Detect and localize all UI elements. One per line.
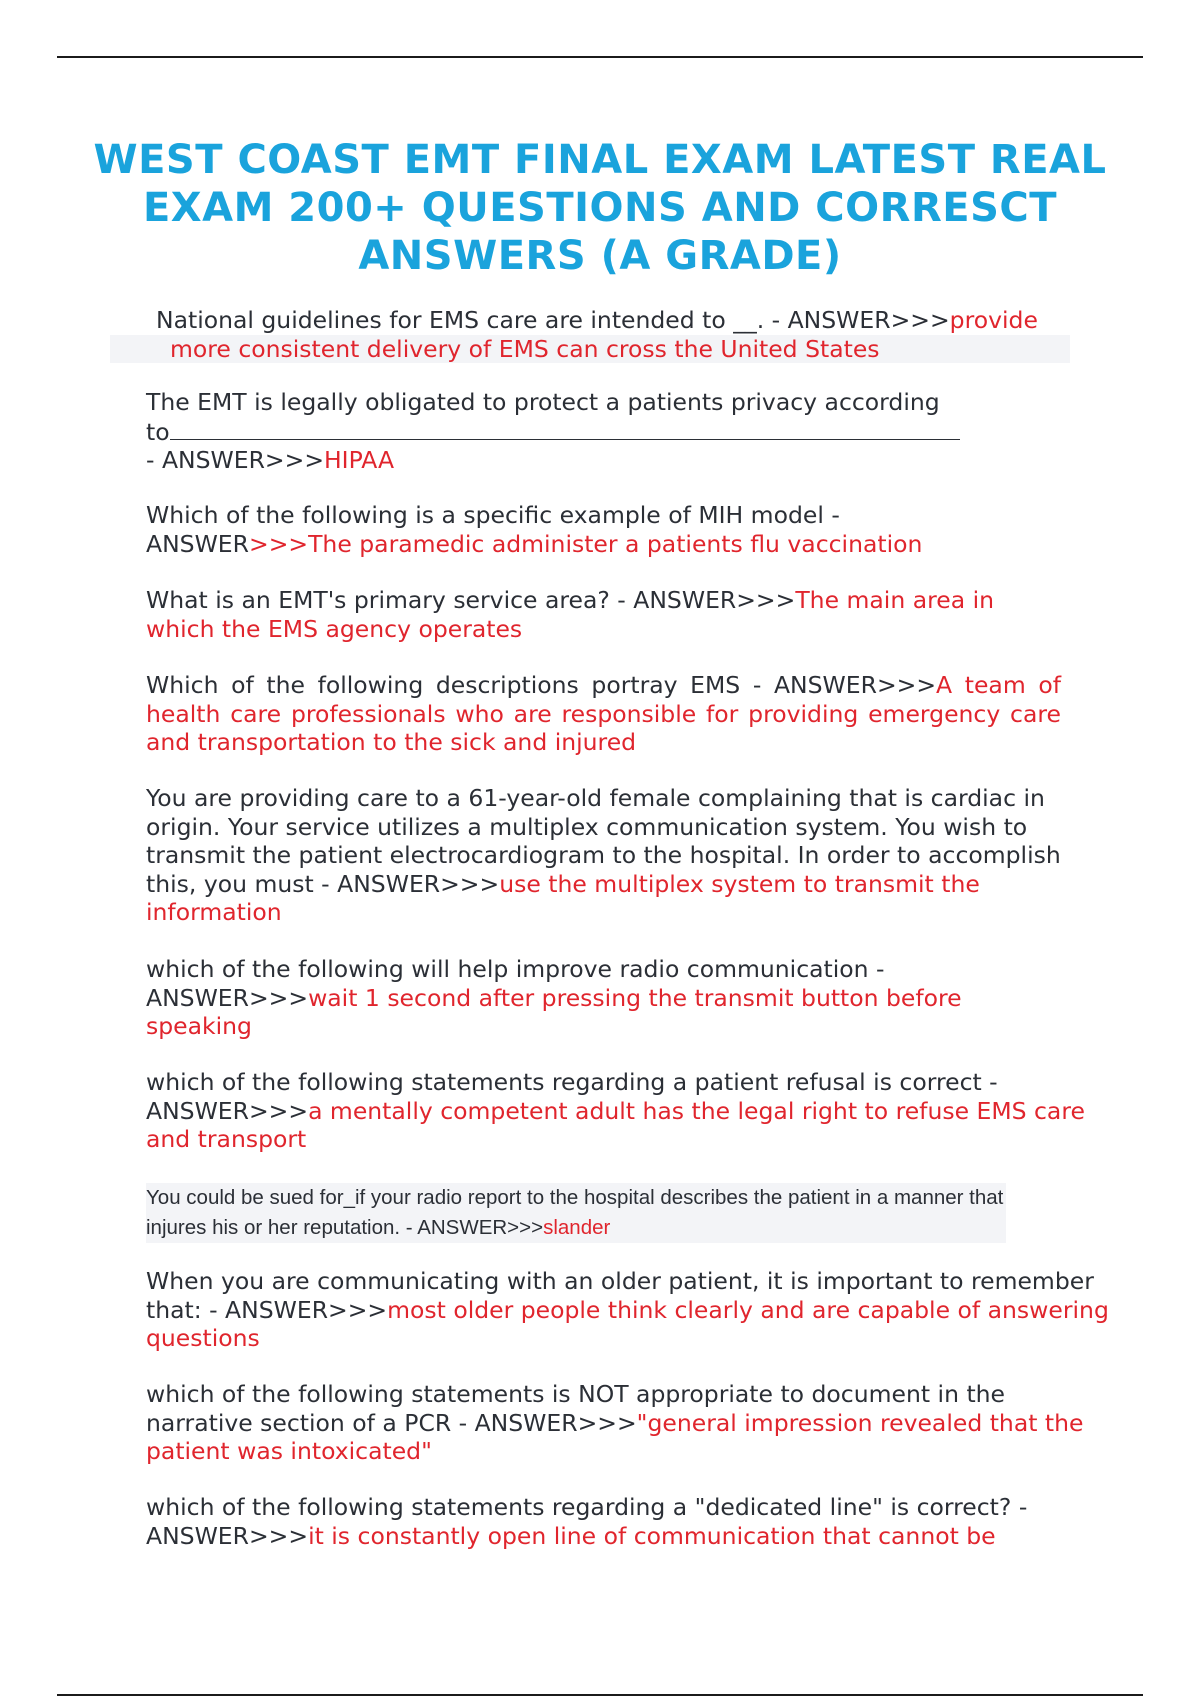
question-text: which of the following statements is NOT appropriate to document in the narrative section of a PCR - ANSWER>>> (146, 1380, 1006, 1437)
qa-item-10 (146, 1267, 1126, 1353)
question-text: National guidelines for EMS care are intended to __. - ANSWER>>> (156, 306, 950, 334)
qa-item-2 (146, 388, 966, 475)
question-text: The EMT is legally obligated to protect a patients privacy according to (146, 388, 940, 446)
answer-text: most older people think clearly and are capable of answering questions (146, 1295, 1109, 1352)
qa-item-3 (146, 501, 1046, 558)
answer-text: slander (543, 1216, 611, 1239)
answer-text: A team of health care professionals who are responsible for providing emergency care and transportation to the sick and injured (146, 671, 1061, 756)
answer-text-continued: more consistent delivery of EMS can cross the United States (170, 334, 880, 363)
qa-item-7 (146, 955, 1046, 1041)
question-text: which of the following statements regarding a "dedicated line" is correct? - ANSWER>>> (146, 1493, 1028, 1550)
answer-prefix: - ANSWER>>> (146, 446, 325, 474)
answer-text: HIPAA (324, 446, 395, 474)
qa-item-11 (146, 1380, 1106, 1466)
answer-text: "general impression revealed that the patient was intoxicated" (146, 1408, 1084, 1465)
qa-item-12 (146, 1493, 1106, 1550)
bottom-rule (57, 1694, 1143, 1696)
question-text: You are providing care to a 61-year-old female complaining that is cardiac in origin. Your service utilizes a multiplex communication system. You wish to transmit the patient electrocardiogram to the hospital. In order to accomplish this, you must - ANSWER>>> (146, 784, 1061, 898)
question-text: You could be sued for_if your radio report to the hospital describes the patient in a manner that injures his or her reputation. - ANSWER>>> (146, 1186, 1004, 1239)
answer-text: use the multiplex system to transmit the information (146, 869, 980, 926)
document-title: WEST COAST EMT FINAL EXAM LATEST REAL EXAM 200+ QUESTIONS AND CORRESCT ANSWERS (A GRADE) (93, 137, 1107, 279)
question-text: What is an EMT's primary service area? - ANSWER>>> (146, 586, 796, 614)
qa-item-1 (110, 306, 1070, 363)
answer-text: wait 1 second after pressing the transmit button before speaking (146, 983, 962, 1040)
answer-text: provide (949, 306, 1038, 334)
qa-item-1-line2 (110, 335, 1070, 364)
qa-item-9 (146, 1183, 1006, 1243)
qa-item-8 (146, 1068, 1126, 1154)
answer-text: it is constantly open line of communication that cannot be (308, 1521, 996, 1550)
qa-item-1-line1 (110, 306, 1070, 335)
question-text: When you are communicating with an older patient, it is important to remember that: - ANSWER>>> (146, 1267, 1094, 1324)
qa-item-4 (146, 586, 1046, 643)
answer-blank (170, 417, 960, 440)
answer-text: a mentally competent adult has the legal right to refuse EMS care and transport (146, 1096, 1085, 1153)
qa-item-6 (146, 784, 1076, 927)
question-text: Which of the following descriptions portray EMS - ANSWER>>> (146, 671, 937, 699)
qa-item-5 (146, 671, 1061, 757)
question-text: which of the following will help improve radio communication - ANSWER>>> (146, 955, 885, 1012)
question-text: Which of the following is a specific example of MIH model - ANSWER (146, 501, 840, 558)
answer-text: The main area in which the EMS agency operates (146, 586, 994, 643)
question-text: which of the following statements regarding a patient refusal is correct - ANSWER>>> (146, 1068, 998, 1125)
top-rule (57, 56, 1143, 58)
answer-text: >>>The paramedic administer a patients flu vaccination (249, 529, 923, 558)
